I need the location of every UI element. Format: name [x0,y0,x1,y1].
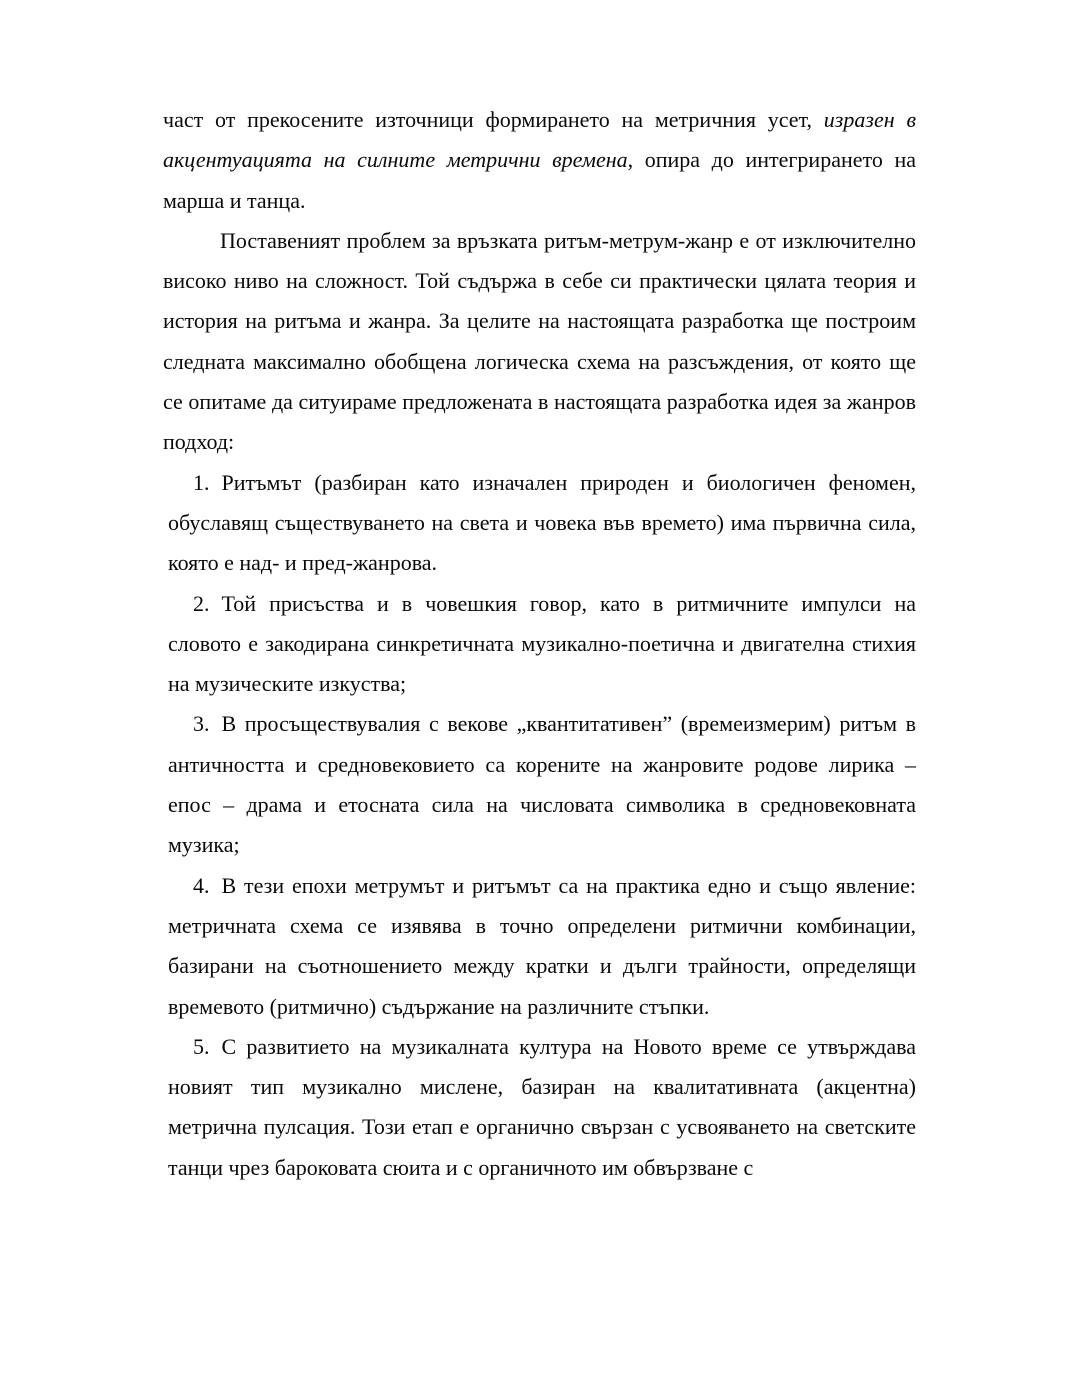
text-block [163,100,916,1188]
list-number: 1. [193,469,210,495]
text-run-italic: изразен в акцентуацията на силните метрични времена [163,107,916,173]
list-number: 5. [193,1033,210,1059]
text-run: част от прекосените източници формирането на метричния усет, [163,107,824,132]
paragraph-continuation [163,100,916,221]
text-run: , опира до интегрирането на марша и танца. [163,147,916,213]
list-item-2 [163,584,916,705]
list-item-text: В просъществувалия с векове „квантитативен” (времеизмерим) ритъм в античността и средновековието са корените на жанровите родове лирика – епос – драма и етосната сила на числовата символика в средновековната музика; [168,711,916,858]
list-item-text: С развитието на музикалната култура на Новото време се утвърждава новият тип музикално мислене, базиран на квалитативната (акцентна) метрична пулсация. Този етап е органично свързан с усвояването на светските танци чрез бароковата сюита и с органичното им обвързване с [168,1033,916,1180]
list-item-1 [163,463,916,584]
list-item-5 [163,1027,916,1188]
list-number: 2. [193,590,210,616]
list-item-4 [163,866,916,1027]
paragraph-problem-statement: Поставеният проблем за връзката ритъм-метрум-жанр е от изключително високо ниво на сложност. Той съдържа в себе си практически цялата теория и история на ритъма и жанра. За целите на настоящата разработка ще построим следната максимално обобщена логическа схема на разсъждения, от която ще се опитаме да ситуираме предложената в настоящата разработка идея за жанров подход: [163,227,916,455]
list-item-text: В тези епохи метрумът и ритъмът са на практика едно и също явление: метричната схема се изявява в точно определени ритмични комбинации, базирани на съотношението между кратки и дълги трайности, определящи времевото (ритмично) съдържание на различните стъпки. [168,872,916,1019]
list-item-text: Той присъства и в човешкия говор, като в ритмичните импулси на словото е закодирана синкретичната музикално-поетична и двигателна стихия на музическите изкуства; [168,590,916,697]
list-item-text: Ритъмът (разбиран като изначален природен и биологичен феномен, обуславящ съществуването на света и човека във времето) има първична сила, която е над- и пред-жанрова. [168,469,916,576]
list-number: 3. [193,711,210,737]
list-item-3 [163,704,916,865]
list-number: 4. [193,872,210,898]
